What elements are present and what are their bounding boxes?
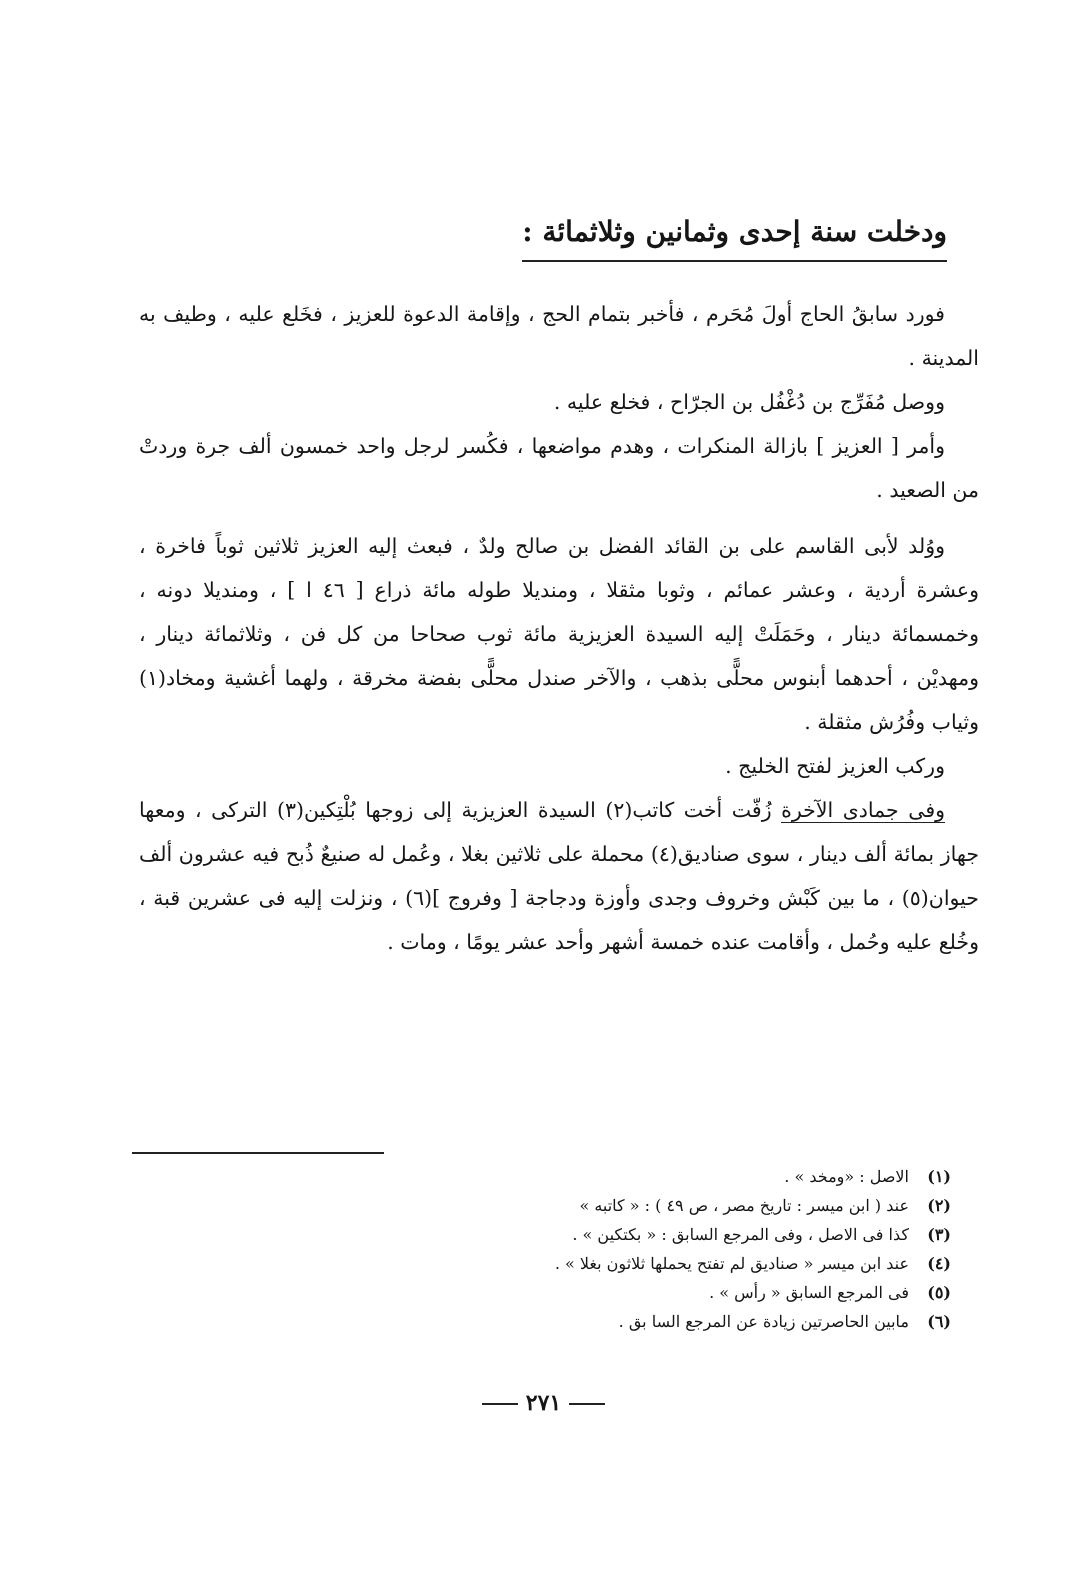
underlined-lead: وفى جمادى الآخرة: [781, 798, 946, 822]
footnote: [331, 1307, 951, 1336]
footnote-text: الاصل : «ومخد » .: [784, 1167, 909, 1186]
footnote-text: مابين الحاصرتين زيادة عن المرجع السا بق .: [618, 1312, 909, 1331]
paragraph-text: زُفّت أخت كاتب(٢) السيدة العزيزية إلى زوجها بُلْتِكين(٣) التركى ، ومعها جهاز بمائة ألف دينار ، سوى صناديق(٤) محملة على ثلاثين بغلا ، وعُمل له صنيعٌ ذُبح فيه عشرون ألف حيوان(٥) ، ما بين كَبْش وخروف وجدى وأوزة ودجاجة [ وفروج ](٦) ، ونزلت إليه فى عشرين قبة ، وخُلع عليه وحُمل ، وأقامت عنده خمسة أشهر وأحد عشر يومًا ، ومات .: [139, 798, 979, 954]
footnote-text: عند ( ابن ميسر : تاريخ مصر ، ص ٤٩ ) : « كاتبه »: [579, 1196, 909, 1215]
paragraph: ووصل مُفَرِّج بن دُغْفُل بن الجرّاح ، فخلع عليه .: [553, 390, 945, 414]
footnote-number: (٢): [927, 1196, 951, 1215]
paragraph: وأمر [ العزيز ] بازالة المنكرات ، وهدم مواضعها ، فكُسر لرجل واحد خمسون ألف جرة وردتْ من الصعيد .: [139, 434, 979, 502]
footnote-number: (٤): [927, 1254, 951, 1273]
footnotes: [331, 1162, 951, 1336]
footnote-number: (٣): [927, 1225, 951, 1244]
footnote: [331, 1220, 951, 1249]
page-number: [0, 1390, 1087, 1416]
paragraph: وركب العزيز لفتح الخليج .: [725, 754, 945, 778]
footnote-text: كذا فى الاصل ، وفى المرجع السابق : « بكتكين » .: [572, 1225, 909, 1244]
footnote-number: (١): [927, 1167, 951, 1186]
section-heading: ودخلت سنة إحدى وثمانين وثلاثمائة :: [522, 208, 947, 262]
paragraph: فورد سابقُ الحاج أولَ مُحَرم ، فأخبر بتمام الحج ، وإقامة الدعوة للعزيز ، فخَلع عليه ، وطيف به المدينة .: [139, 302, 979, 370]
footnote-text: عند ابن ميسر « صناديق لم تفتح يحملها ثلاثون بغلا » .: [554, 1254, 909, 1273]
footnote: [331, 1278, 951, 1307]
dash-right: [569, 1403, 605, 1405]
footnote: [331, 1191, 951, 1220]
dash-left: [482, 1403, 518, 1405]
footnote-number: (٥): [927, 1283, 951, 1302]
footnote: [331, 1162, 951, 1191]
paragraph: ووُلد لأبى القاسم على بن القائد الفضل بن صالح ولدٌ ، فبعث إليه العزيز ثلاثين ثوباً فاخرة ، وعشرة أردية ، وعشر عمائم ، وثوبا مثقلا ، ومنديلا طوله مائة ذراع [ ٤٦ ا ] ، ومنديلا دونه ، وخمسمائة دينار ، وحَمَلَتْ إليه السيدة العزيزية مائة ثوب صحاحا من كل فن ، وثلاثمائة دينار ، ومهديْن ، أحدهما أبنوس محلًّى بذهب ، والآخر صندل محلًّى بفضة مخرقة ، ولهما أغشية ومخاد(١) وثياب وفُرُش مثقلة .: [139, 534, 979, 734]
paragraph-last: [139, 788, 979, 964]
footnote-number: (٦): [927, 1312, 951, 1331]
body-text: [139, 292, 979, 964]
footnote-text: فى المرجع السابق « رأس » .: [709, 1283, 909, 1302]
footnote-divider: [132, 1152, 384, 1154]
footnote: [331, 1249, 951, 1278]
page-number-value: ٢٧١: [525, 1390, 562, 1416]
